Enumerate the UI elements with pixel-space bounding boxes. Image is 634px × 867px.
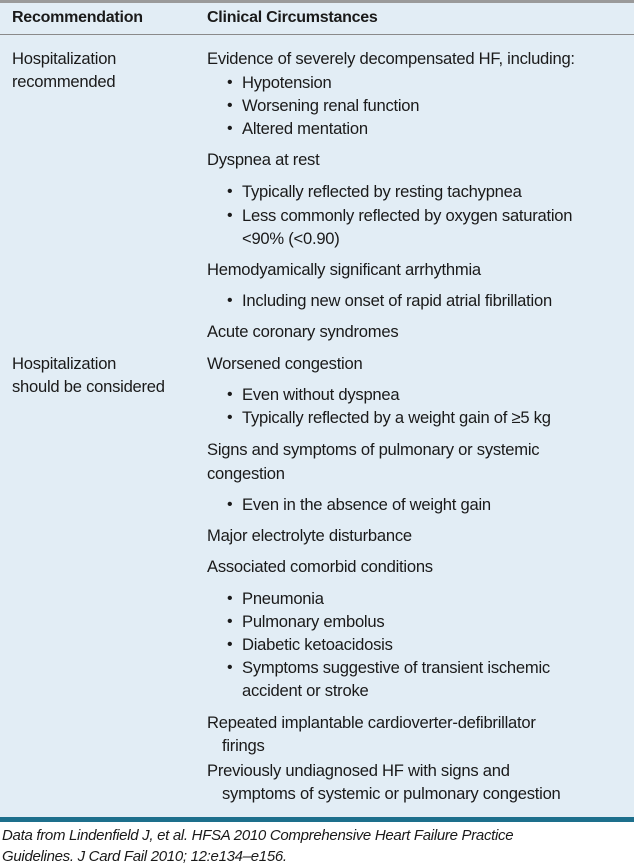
bullet-icon: • [227, 386, 233, 403]
bullet-item: Diabetic ketoacidosis [242, 635, 393, 654]
circumstance-heading: Associated comorbid conditions [207, 557, 433, 576]
circumstance-heading: congestion [207, 464, 285, 483]
bullet-item: Even without dyspnea [242, 385, 400, 404]
bullet-icon: • [227, 183, 233, 200]
bullet-item: Typically reflected by resting tachypnea [242, 182, 522, 201]
circumstance-heading: Hemodyamically significant arrhythmia [207, 260, 481, 279]
bottom-rule [0, 817, 634, 822]
circumstance-heading: Worsened congestion [207, 354, 363, 373]
top-rule [0, 0, 634, 3]
bullet-item: Symptoms suggestive of transient ischemic [242, 658, 550, 677]
bullet-icon: • [227, 120, 233, 137]
bullet-icon: • [227, 292, 233, 309]
bullet-icon: • [227, 636, 233, 653]
bullet-icon: • [227, 207, 233, 224]
bullet-item: Including new onset of rapid atrial fibrillation [242, 291, 552, 310]
header-recommendation: Recommendation [12, 9, 143, 26]
bullet-icon: • [227, 74, 233, 91]
bullet-item: Even in the absence of weight gain [242, 495, 491, 514]
circumstance-heading: Repeated implantable cardioverter-defibrillator [207, 713, 536, 732]
bullet-item: <90% (<0.90) [242, 229, 340, 248]
bullet-item: Worsening renal function [242, 96, 420, 115]
bullet-item: Altered mentation [242, 119, 368, 138]
header-divider [0, 34, 634, 35]
bullet-item: Pneumonia [242, 589, 324, 608]
circumstance-heading: Signs and symptoms of pulmonary or systemic [207, 440, 540, 459]
recommendation-label: should be considered [12, 377, 165, 396]
bullet-icon: • [227, 409, 233, 426]
circumstance-heading: firings [222, 736, 265, 755]
recommendation-label: recommended [12, 72, 116, 91]
circumstance-heading: Acute coronary syndromes [207, 322, 399, 341]
circumstance-heading: Previously undiagnosed HF with signs and [207, 761, 510, 780]
bullet-icon: • [227, 613, 233, 630]
recommendation-label: Hospitalization [12, 354, 117, 373]
header-clinical-circumstances: Clinical Circumstances [207, 9, 378, 26]
footnote-line-2: Guidelines. J Card Fail 2010; 12:e134–e156. [2, 848, 287, 865]
bullet-item: Less commonly reflected by oxygen saturation [242, 206, 573, 225]
circumstance-heading: Major electrolyte disturbance [207, 526, 412, 545]
bullet-item: Pulmonary embolus [242, 612, 385, 631]
circumstance-heading: Dyspnea at rest [207, 150, 320, 169]
footnote-line-1: Data from Lindenfield J, et al. HFSA 2010 Comprehensive Heart Failure Practice [2, 827, 514, 844]
bullet-icon: • [227, 659, 233, 676]
bullet-icon: • [227, 590, 233, 607]
bullet-icon: • [227, 496, 233, 513]
circumstance-heading: symptoms of systemic or pulmonary congestion [222, 784, 561, 803]
circumstance-heading: Evidence of severely decompensated HF, including: [207, 49, 575, 68]
bullet-item: accident or stroke [242, 681, 369, 700]
bullet-icon: • [227, 97, 233, 114]
recommendation-label: Hospitalization [12, 49, 117, 68]
bullet-item: Typically reflected by a weight gain of ≥5 kg [242, 408, 551, 427]
bullet-item: Hypotension [242, 73, 332, 92]
